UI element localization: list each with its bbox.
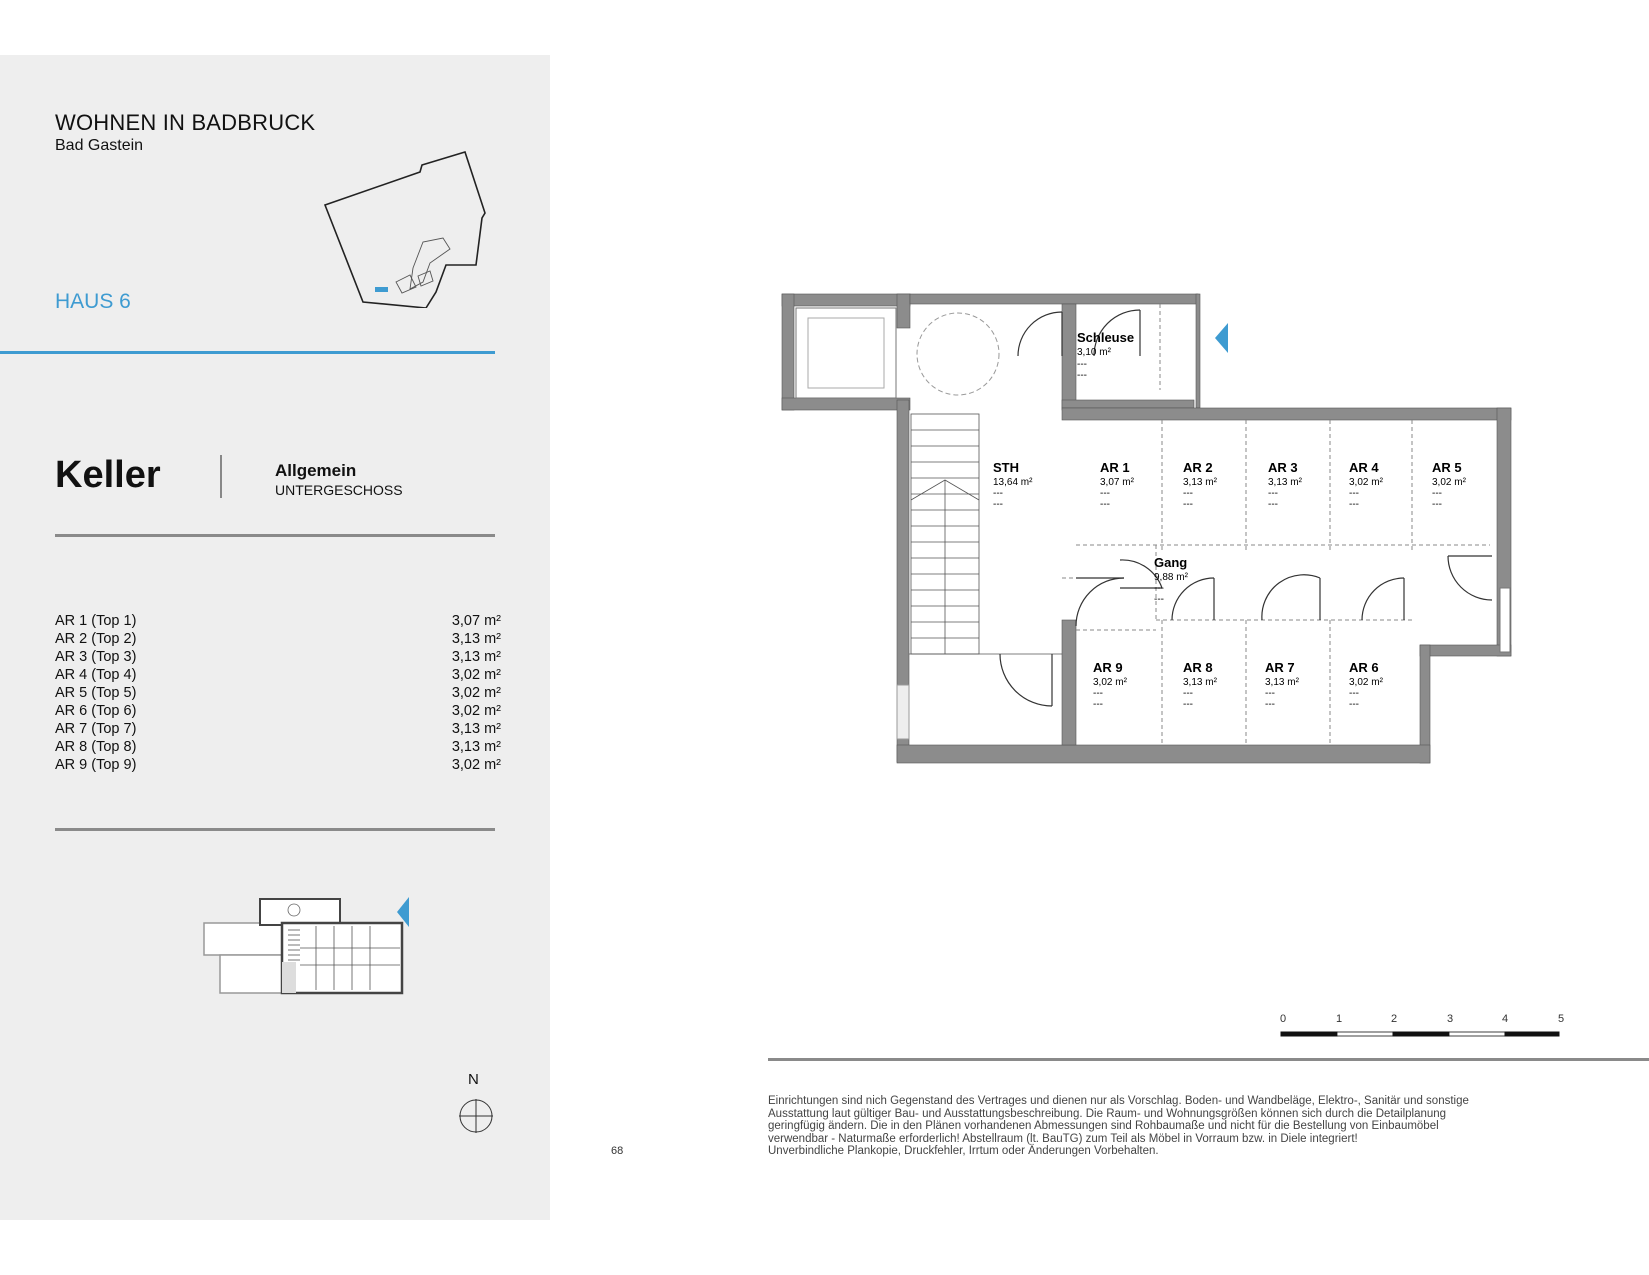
room-area-schleuse: 3,10 m²: [1077, 347, 1111, 358]
list-item: [55, 756, 501, 774]
room-area-ar8: 3,13 m²: [1183, 677, 1217, 688]
room-area: 3,07 m²: [451, 613, 501, 629]
room-area: 3,02 m²: [451, 757, 501, 773]
room-name-ar2: AR 2: [1183, 460, 1213, 475]
list-item: [55, 684, 501, 702]
room-area: 3,13 m²: [451, 649, 501, 665]
section-divider: [55, 828, 495, 831]
room-area-gang: 9,88 m²: [1154, 572, 1188, 583]
list-item: [55, 702, 501, 720]
compass-icon: [457, 1097, 495, 1135]
scale-tick-label: 2: [1390, 1013, 1398, 1025]
room-placeholder: ---: [1268, 488, 1278, 499]
room-area-ar5: 3,02 m²: [1432, 477, 1466, 488]
room-placeholder: ---: [1154, 583, 1164, 594]
room-placeholder: ---: [1265, 699, 1275, 710]
page-number: 68: [611, 1145, 624, 1157]
room-placeholder: ---: [1183, 488, 1193, 499]
room-name-sth: STH: [993, 460, 1019, 475]
room-placeholder: ---: [1265, 688, 1275, 699]
room-area-ar4: 3,02 m²: [1349, 477, 1383, 488]
scale-tick-label: 5: [1557, 1013, 1565, 1025]
room-label: AR 8 (Top 8): [55, 739, 137, 755]
room-placeholder: ---: [1154, 594, 1164, 605]
floor-plan: [770, 280, 1520, 780]
room-name-ar3: AR 3: [1268, 460, 1298, 475]
room-placeholder: ---: [1100, 499, 1110, 510]
room-name-ar4: AR 4: [1349, 460, 1379, 475]
section-divider: [55, 534, 495, 537]
room-placeholder: ---: [1268, 499, 1278, 510]
floor-name: Keller: [55, 454, 161, 496]
floor-category: Allgemein: [275, 461, 357, 480]
room-label: AR 1 (Top 1): [55, 613, 137, 629]
room-area-ar7: 3,13 m²: [1265, 677, 1299, 688]
storage-room-list: [55, 612, 501, 774]
room-placeholder: ---: [1093, 699, 1103, 710]
building-label: HAUS 6: [55, 290, 131, 313]
list-item: [55, 630, 501, 648]
floor-level: UNTERGESCHOSS: [275, 482, 403, 498]
list-item: [55, 666, 501, 684]
room-area-ar2: 3,13 m²: [1183, 477, 1217, 488]
list-item: [55, 612, 501, 630]
accent-divider: [0, 351, 495, 354]
site-plan-thumbnail: [320, 148, 490, 308]
room-name-gang: Gang: [1154, 555, 1188, 570]
room-label: AR 2 (Top 2): [55, 631, 137, 647]
scale-tick-label: 4: [1501, 1013, 1509, 1025]
room-name-schleuse: Schleuse: [1077, 330, 1135, 345]
room-label: AR 7 (Top 7): [55, 721, 137, 737]
room-label: AR 6 (Top 6): [55, 703, 137, 719]
scale-tick-label: 3: [1446, 1013, 1454, 1025]
list-item: [55, 720, 501, 738]
room-placeholder: ---: [1432, 488, 1442, 499]
room-placeholder: ---: [1183, 699, 1193, 710]
room-placeholder: ---: [1093, 688, 1103, 699]
list-item: [55, 738, 501, 756]
heading-separator: [220, 455, 222, 498]
room-placeholder: ---: [1077, 370, 1087, 381]
room-name-ar7: AR 7: [1265, 660, 1295, 675]
room-area: 3,13 m²: [451, 631, 501, 647]
room-area: 3,02 m²: [451, 703, 501, 719]
disclaimer-line: Unverbindliche Plankopie, Druckfehler, Irrtum oder Änderungen Vorbehalten.: [768, 1145, 1159, 1157]
disclaimer-text: [768, 1095, 1568, 1158]
room-area: 3,02 m²: [451, 667, 501, 683]
room-name-ar5: AR 5: [1432, 460, 1462, 475]
room-area-ar3: 3,13 m²: [1268, 477, 1302, 488]
room-placeholder: ---: [1349, 688, 1359, 699]
room-placeholder: ---: [1183, 499, 1193, 510]
disclaimer-line: Ausstattung laut gültiger Bau- und Ausstattungsbeschreibung. Die Raum- und Wohnungsgrößen können sich durch die Detailplanung: [768, 1107, 1447, 1120]
room-placeholder: ---: [1349, 699, 1359, 710]
room-placeholder: ---: [1432, 499, 1442, 510]
project-title: WOHNEN IN BADBRUCK: [55, 110, 316, 135]
room-label: AR 9 (Top 9): [55, 757, 137, 773]
room-placeholder: ---: [1349, 499, 1359, 510]
room-name-ar8: AR 8: [1183, 660, 1213, 675]
room-placeholder: ---: [1077, 359, 1087, 370]
room-name-ar6: AR 6: [1349, 660, 1379, 675]
disclaimer-line: verwendbar - Naturmaße erforderlich! Abstellraum (lt. BauTG) zum Teil als Möbel in Vorraum bzw. in Diele integriert!: [768, 1132, 1358, 1145]
room-area-ar9: 3,02 m²: [1093, 677, 1127, 688]
scale-tick-label: 1: [1335, 1013, 1343, 1025]
room-area: 3,13 m²: [451, 739, 501, 755]
key-plan-thumbnail: [200, 895, 425, 995]
room-name-ar1: AR 1: [1100, 460, 1130, 475]
list-item: [55, 648, 501, 666]
disclaimer-line: Einrichtungen sind nich Gegenstand des Vertrages und dienen nur als Vorschlag. Boden- und Wandbeläge, Elektro-, Sanitär und sonstige: [768, 1095, 1469, 1107]
room-placeholder: ---: [1100, 488, 1110, 499]
room-name-ar9: AR 9: [1093, 660, 1123, 675]
project-location: Bad Gastein: [55, 137, 144, 154]
room-label: AR 4 (Top 4): [55, 667, 137, 683]
room-label: AR 5 (Top 5): [55, 685, 137, 701]
room-label: AR 3 (Top 3): [55, 649, 137, 665]
entrance-marker-icon: [1215, 323, 1228, 353]
room-area-ar1: 3,07 m²: [1100, 477, 1134, 488]
scale-tick-label: 0: [1279, 1013, 1287, 1025]
footer-divider: [768, 1058, 1649, 1061]
disclaimer-line: geringfügig ändern. Die in den Plänen vorhandenen Abmessungen sind Rohbaumaße und nicht für die Bestellung von Einbaumöbel: [768, 1120, 1439, 1132]
north-label: N: [468, 1071, 479, 1088]
room-area: 3,02 m²: [451, 685, 501, 701]
room-area-sth: 13,64 m²: [993, 477, 1033, 488]
room-placeholder: ---: [1349, 488, 1359, 499]
room-placeholder: ---: [993, 488, 1003, 499]
room-placeholder: ---: [1183, 688, 1193, 699]
room-placeholder: ---: [993, 499, 1003, 510]
room-area: 3,13 m²: [451, 721, 501, 737]
scale-bar: [1270, 1008, 1570, 1048]
room-area-ar6: 3,02 m²: [1349, 677, 1383, 688]
